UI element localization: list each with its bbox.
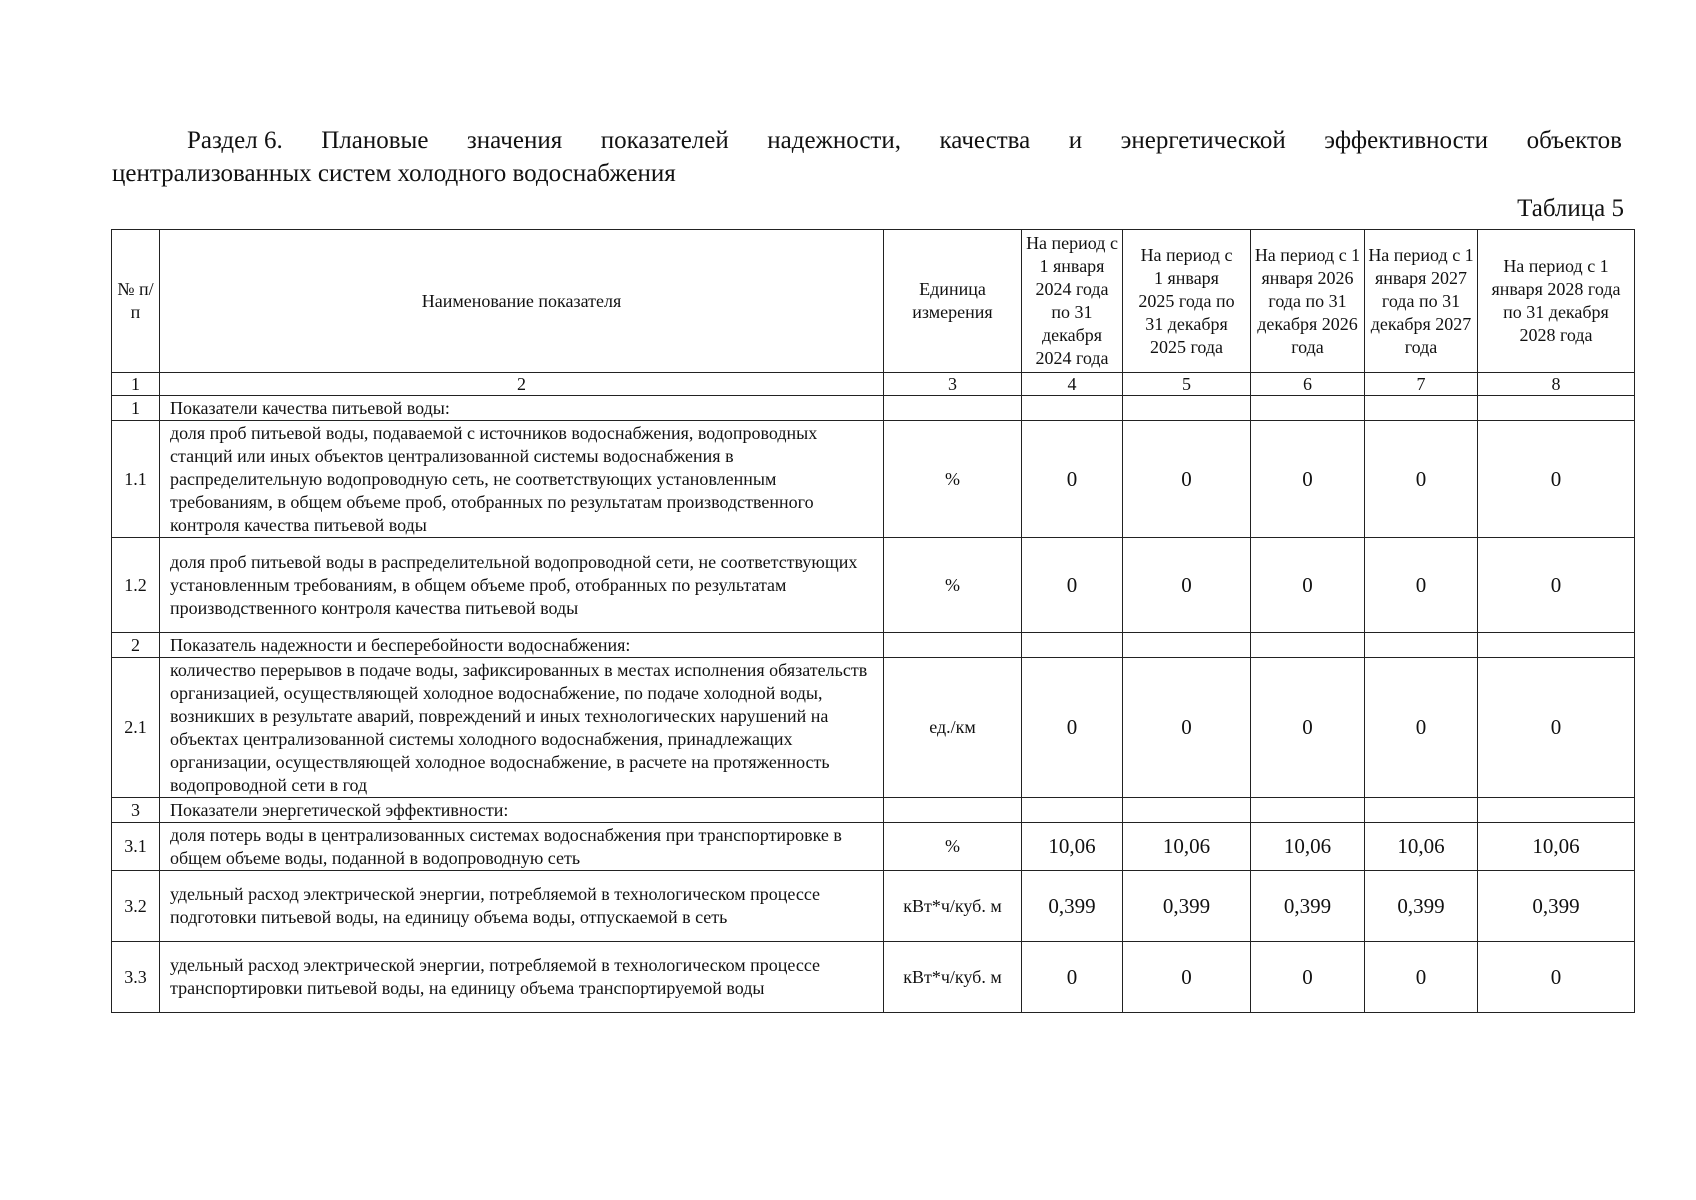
- row-value-2026: 0,399: [1251, 871, 1365, 942]
- header-period-2026: На период с 1 января 2026 года по 31 декабря 2026 года: [1251, 230, 1365, 373]
- table-row: [112, 823, 1635, 871]
- header-unit: Единица измерения: [884, 230, 1022, 373]
- table-row: [112, 658, 1635, 798]
- row-name: доля проб питьевой воды, подаваемой с источников водоснабжения, водопроводных станций или иных объектов централизованной системы водоснабжения в распределительную водопроводную сеть, не соответствующих установленным требованиям, в общем объеме проб, отобранных по результатам производственного контроля качества питьевой воды: [160, 421, 884, 538]
- empty-cell: [1123, 798, 1251, 823]
- empty-cell: [1022, 798, 1123, 823]
- table-row-category: [112, 633, 1635, 658]
- row-value-2024: 0,399: [1022, 871, 1123, 942]
- row-value-2026: 0: [1251, 658, 1365, 798]
- row-unit: %: [884, 421, 1022, 538]
- row-value-2024: 0: [1022, 538, 1123, 633]
- empty-cell: [1251, 396, 1365, 421]
- column-index-cell: 6: [1251, 373, 1365, 396]
- row-value-2028: 10,06: [1478, 823, 1635, 871]
- heading-word: энергетической: [1120, 127, 1286, 154]
- row-value-2027: 0,399: [1365, 871, 1478, 942]
- row-value-2028: 0: [1478, 421, 1635, 538]
- empty-cell: [1365, 396, 1478, 421]
- header-period-2028: На период с 1 января 2028 года по 31 декабря 2028 года: [1478, 230, 1635, 373]
- row-value-2028: 0,399: [1478, 871, 1635, 942]
- row-num: 3: [112, 798, 160, 823]
- row-num: 1.2: [112, 538, 160, 633]
- heading-word: эффективности: [1324, 127, 1489, 154]
- row-name: Показатели энергетической эффективности:: [160, 798, 884, 823]
- row-value-2027: 0: [1365, 421, 1478, 538]
- table-row: [112, 942, 1635, 1013]
- row-name: Показатель надежности и бесперебойности водоснабжения:: [160, 633, 884, 658]
- row-value-2026: 10,06: [1251, 823, 1365, 871]
- row-unit: кВт*ч/куб. м: [884, 871, 1022, 942]
- row-value-2025: 0,399: [1123, 871, 1251, 942]
- column-index-cell: 2: [160, 373, 884, 396]
- row-num: 2: [112, 633, 160, 658]
- header-period-2024: На период с 1 января 2024 года по 31 декабря 2024 года: [1022, 230, 1123, 373]
- row-value-2024: 10,06: [1022, 823, 1123, 871]
- header-period-2027: На период с 1 января 2027 года по 31 декабря 2027 года: [1365, 230, 1478, 373]
- header-period-2025: На период с 1 января 2025 года по 31 декабря 2025 года: [1123, 230, 1251, 373]
- row-num: 2.1: [112, 658, 160, 798]
- header-num: № п/ п: [112, 230, 160, 373]
- row-name: удельный расход электрической энергии, потребляемой в технологическом процессе транспортировки питьевой воды, на единицу объема транспортируемой воды: [160, 942, 884, 1013]
- empty-cell: [1123, 396, 1251, 421]
- row-name: удельный расход электрической энергии, потребляемой в технологическом процессе подготовки питьевой воды, на единицу объема воды, отпускаемой в сеть: [160, 871, 884, 942]
- empty-cell: [1251, 633, 1365, 658]
- row-unit: %: [884, 823, 1022, 871]
- heading-word: надежности,: [767, 127, 901, 154]
- row-value-2025: 0: [1123, 538, 1251, 633]
- row-unit: кВт*ч/куб. м: [884, 942, 1022, 1013]
- column-index-cell: 4: [1022, 373, 1123, 396]
- empty-cell: [1022, 396, 1123, 421]
- empty-cell: [884, 633, 1022, 658]
- header-name: Наименование показателя: [160, 230, 884, 373]
- heading-line-1: [112, 124, 1622, 157]
- empty-cell: [1365, 798, 1478, 823]
- row-num: 3.3: [112, 942, 160, 1013]
- row-value-2028: 0: [1478, 942, 1635, 1013]
- column-index-cell: 8: [1478, 373, 1635, 396]
- row-value-2027: 0: [1365, 658, 1478, 798]
- row-value-2024: 0: [1022, 942, 1123, 1013]
- empty-cell: [1478, 633, 1635, 658]
- row-value-2025: 10,06: [1123, 823, 1251, 871]
- row-name: доля проб питьевой воды в распределительной водопроводной сети, не соответствующих установленным требованиям, в общем объеме проб, отобранных по результатам производственного контроля качества питьевой воды: [160, 538, 884, 633]
- empty-cell: [1478, 798, 1635, 823]
- row-value-2028: 0: [1478, 658, 1635, 798]
- column-index-cell: 5: [1123, 373, 1251, 396]
- heading-word: показателей: [600, 127, 729, 154]
- row-value-2027: 0: [1365, 538, 1478, 633]
- header-row: [112, 230, 1635, 373]
- row-num: 3.1: [112, 823, 160, 871]
- section-heading: [112, 124, 1622, 190]
- table-row-category: [112, 798, 1635, 823]
- empty-cell: [1365, 633, 1478, 658]
- column-index-row: [112, 373, 1635, 396]
- heading-word: Плановые: [321, 127, 429, 154]
- row-value-2024: 0: [1022, 658, 1123, 798]
- row-value-2028: 0: [1478, 538, 1635, 633]
- empty-cell: [884, 798, 1022, 823]
- table-label: Таблица 5: [1517, 195, 1624, 222]
- table-row-category: [112, 396, 1635, 421]
- row-value-2025: 0: [1123, 942, 1251, 1013]
- row-value-2026: 0: [1251, 421, 1365, 538]
- section-number: Раздел 6.: [187, 127, 283, 154]
- heading-word: значения: [466, 127, 563, 154]
- empty-cell: [884, 396, 1022, 421]
- row-unit: ед./км: [884, 658, 1022, 798]
- heading-line-2: централизованных систем холодного водоснабжения: [112, 160, 676, 187]
- heading-word: и: [1068, 127, 1083, 154]
- row-value-2027: 10,06: [1365, 823, 1478, 871]
- empty-cell: [1022, 633, 1123, 658]
- row-name: количество перерывов в подаче воды, зафиксированных в местах исполнения обязательств организацией, осуществляющей холодное водоснабжение, по подаче холодной воды, возникших в результате аварий, повреждений и иных технологических нарушений на объектах централизованной системы холодного водоснабжения, принадлежащих организации, осуществляющей холодное водоснабжение, в расчете на протяженность водопроводной сети в год: [160, 658, 884, 798]
- row-value-2026: 0: [1251, 538, 1365, 633]
- column-index-cell: 7: [1365, 373, 1478, 396]
- row-num: 1.1: [112, 421, 160, 538]
- row-num: 3.2: [112, 871, 160, 942]
- heading-word: качества: [939, 127, 1031, 154]
- table-row: [112, 871, 1635, 942]
- heading-word: объектов: [1526, 127, 1622, 154]
- row-unit: %: [884, 538, 1022, 633]
- empty-cell: [1478, 396, 1635, 421]
- row-value-2026: 0: [1251, 942, 1365, 1013]
- column-index-cell: 1: [112, 373, 160, 396]
- empty-cell: [1251, 798, 1365, 823]
- row-num: 1: [112, 396, 160, 421]
- table-row: [112, 538, 1635, 633]
- table-row: [112, 421, 1635, 538]
- row-value-2024: 0: [1022, 421, 1123, 538]
- row-value-2027: 0: [1365, 942, 1478, 1013]
- empty-cell: [1123, 633, 1251, 658]
- row-name: Показатели качества питьевой воды:: [160, 396, 884, 421]
- row-name: доля потерь воды в централизованных системах водоснабжения при транспортировке в общем объеме воды, поданной в водопроводную сеть: [160, 823, 884, 871]
- row-value-2025: 0: [1123, 421, 1251, 538]
- column-index-cell: 3: [884, 373, 1022, 396]
- row-value-2025: 0: [1123, 658, 1251, 798]
- indicators-table: [111, 229, 1635, 1013]
